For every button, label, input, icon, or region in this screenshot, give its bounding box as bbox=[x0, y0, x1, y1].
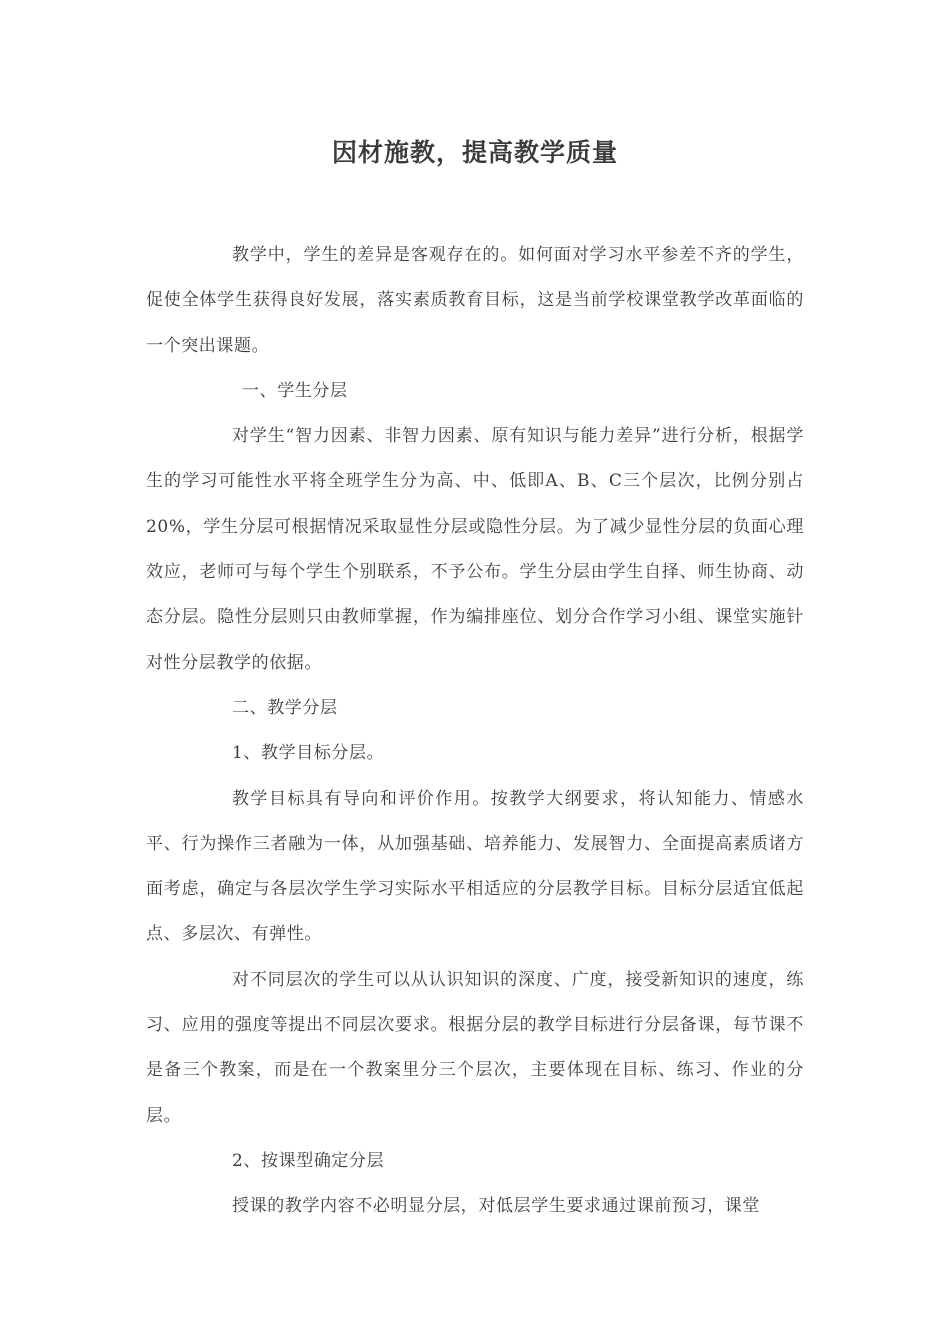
objective-layering-paragraph: 教学目标具有导向和评价作用。按教学大纲要求，将认知能力、情感水平、行为操作三者融为一体，从加强基础、培养能力、发展智力、全面提高素质诸方面考虑，确定与各层次学生学习实际水平相适应的分层教学目标。目标分层适宜低起点、多层次、有弹性。 bbox=[146, 788, 804, 945]
lesson-type-paragraph: 授课的教学内容不必明显分层，对低层学生要求通过课前预习，课堂 bbox=[232, 1196, 760, 1217]
student-layering-paragraph: 对学生“智力因素、非智力因素、原有知识与能力差异”进行分析，根据学生的学习可能性水平将全班学生分为高、中、低即A、B、C三个层次，比例分别占20%，学生分层可根据情况采取显性分层或隐性分层。为了减少显性分层的负面心理效应，老师可与每个学生个别联系，不予公布。学生分层由学生自择、师生协商、动态分层。隐性分层则只由教师掌握，作为编排座位、划分合作学习小组、课堂实施针对性分层教学的依据。 bbox=[146, 426, 804, 673]
subheading-objective-layering: 1、教学目标分层。 bbox=[232, 743, 385, 764]
document-title: 因材施教，提高教学质量 bbox=[331, 138, 618, 167]
different-levels-paragraph: 对不同层次的学生可以从认识知识的深度、广度，接受新知识的速度，练习、应用的强度等提出不同层次要求。根据分层的教学目标进行分层备课，每节课不是备三个教案，而是在一个教案里分三个层次，主要体现在目标、练习、作业的分层。 bbox=[146, 969, 804, 1126]
subheading-lesson-type-layering: 2、按课型确定分层 bbox=[232, 1150, 385, 1171]
section-heading-student-layering: 一、学生分层 bbox=[242, 380, 348, 401]
intro-paragraph: 教学中，学生的差异是客观存在的。如何面对学习水平参差不齐的学生，促使全体学生获得良好发展，落实素质教育目标，这是当前学校课堂教学改革面临的一个突出课题。 bbox=[146, 245, 804, 356]
document-body bbox=[146, 233, 804, 1230]
section-heading-teaching-layering: 二、教学分层 bbox=[232, 697, 338, 718]
